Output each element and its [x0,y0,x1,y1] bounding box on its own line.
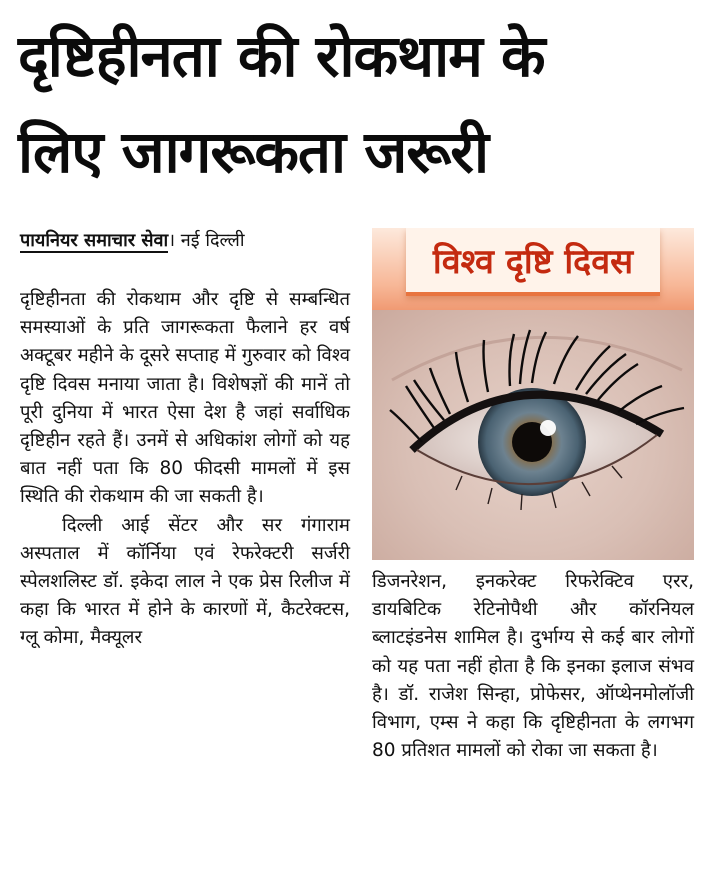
eye-highlight [540,420,556,436]
headline [18,8,708,200]
eye-photo [372,310,694,560]
banner-tab [406,228,660,296]
headline-line-1: दृष्टिहीनता की रोकथाम के [18,22,545,90]
article-column-right [372,568,694,765]
article-paragraph-2: दिल्ली आई सेंटर और सर गंगाराम अस्पताल में कॉर्निया एवं रेफरेक्टरी सर्जरी स्पेलशलिस्ट डॉ. इकेदा लाल ने एक प्रेस रिलीज में कहा कि भारत में होने के कारणों में, कैटरेक्टस, ग्लू कोमा, मैक्यूलर [20,514,350,649]
headline-line-2: लिए जागरूकता जरूरी [18,118,489,186]
eye-illustration [372,310,694,560]
article-paragraph-3: डिजनरेशन, इनकरेक्ट रिफरेक्टिव एरर, डायबिटिक रेटिनोपैथी और कॉरनियल ब्लाटइंडनेस शामिल है। दुर्भाग्य से कई बार लोगों को यह पता नहीं होता है कि इनका इलाज संभव है। डॉ. राजेश सिन्हा, प्रोफेसर, ऑप्थेनमोलॉजी विभाग, एम्स ने कहा कि दृष्टिहीनता के लगभग 80 प्रतिशत मामलों को रोका जा सकता है। [372,571,694,762]
byline-separator: । [168,230,176,251]
article-column-left [20,286,350,653]
banner-title: विश्व दृष्टि दिवस [432,242,634,282]
byline-agency: पायनियर समाचार सेवा [20,230,169,251]
byline-location: नई दिल्ली [180,230,245,251]
byline [20,228,350,254]
article-paragraph-1: दृष्टिहीनता की रोकथाम और दृष्टि से सम्बन्धित समस्याओं के प्रति जागरूकता फैलाने हर वर्ष अक्टूबर महीने के दूसरे सप्ताह में गुरुवार को विश्व दृष्टि दिवस मनाया जाता है। विशेषज्ञों की मानें तो पूरी दुनिया में भारत ऐसा देश है जहां सर्वाधिक दृष्टिहीन रहते हैं। उनमें से अधिकांश लोगों को यह बात नहीं पता कि 80 फीदसी मामलों में इस स्थिति की रोकथाम की जा सकती है। [20,289,350,508]
world-sight-day-banner [372,228,694,310]
